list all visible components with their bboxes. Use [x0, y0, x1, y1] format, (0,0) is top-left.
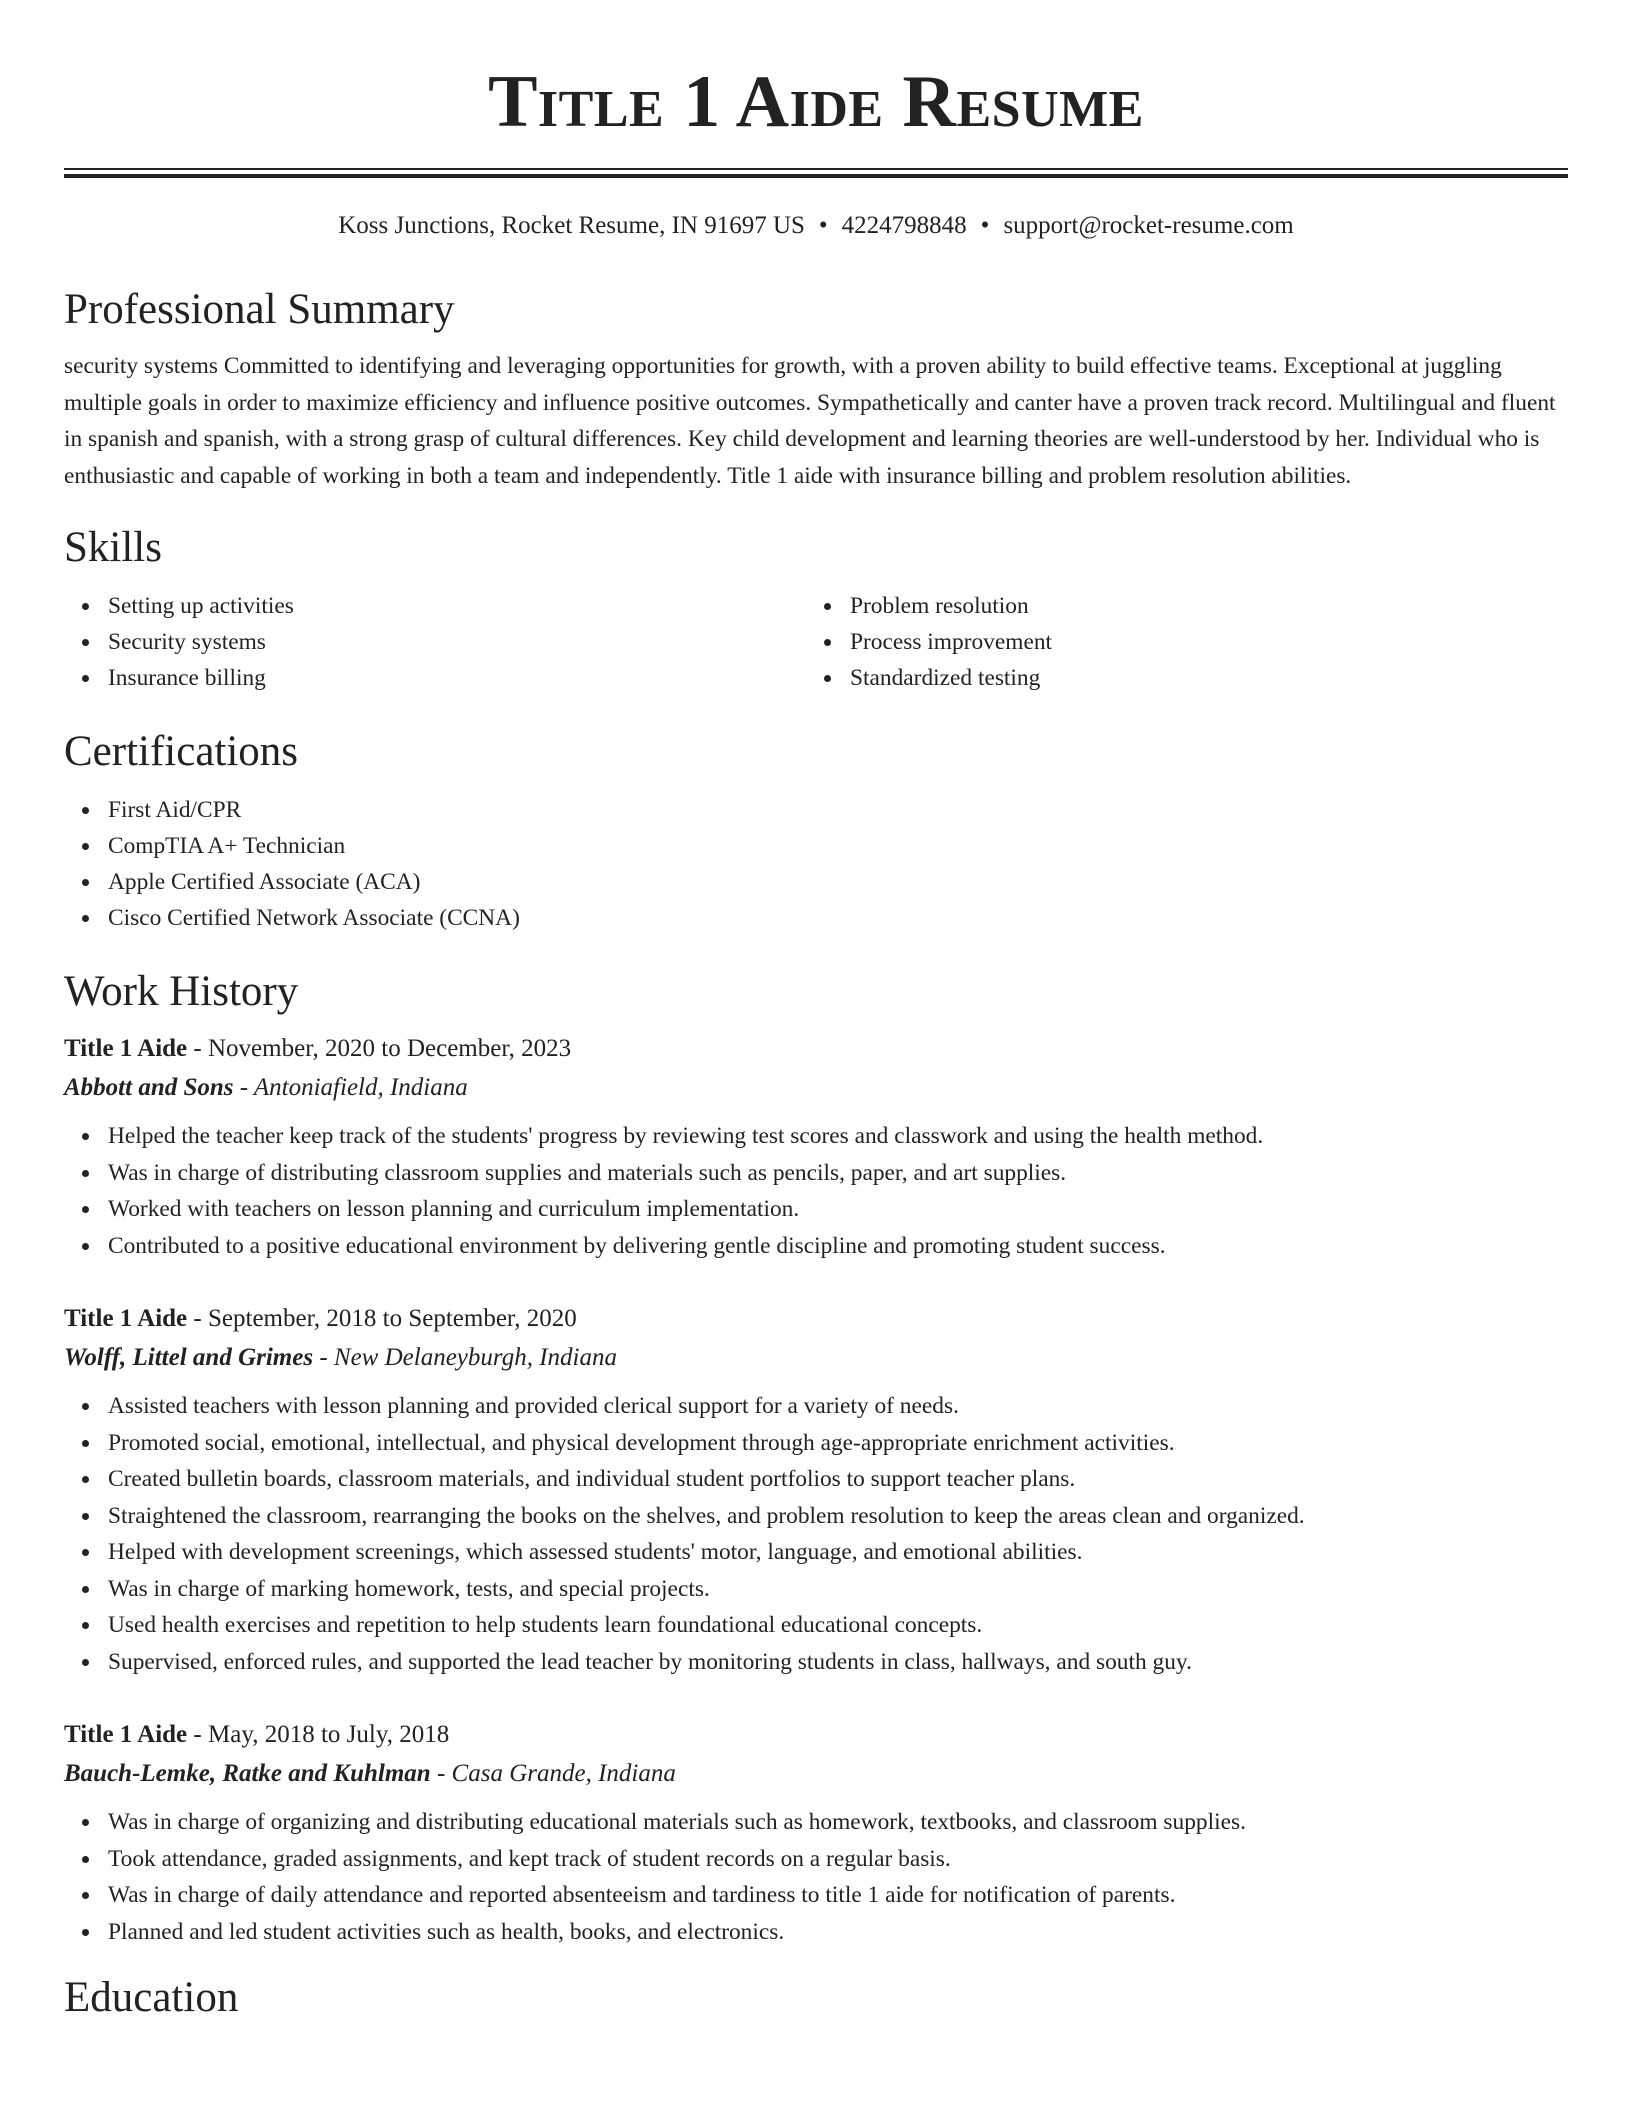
certifications-list: [64, 792, 1568, 936]
job-company-line: [64, 1754, 1568, 1794]
job-bullets: [64, 1388, 1568, 1680]
list-item: First Aid/CPR: [108, 792, 1568, 828]
skills-heading: Skills: [64, 524, 162, 571]
job-bullets: [64, 1118, 1568, 1264]
summary-heading: Professional Summary: [64, 286, 455, 333]
list-item: Took attendance, graded assignments, and kept track of student records on a regular basis.: [108, 1841, 1568, 1878]
job-dates: - May, 2018 to July, 2018: [187, 1721, 450, 1748]
job-role: Title 1 Aide: [64, 1035, 188, 1062]
job-entry: [64, 1716, 1568, 1950]
list-item: Helped with development screenings, which assessed students' motor, language, and emotional abilities.: [108, 1534, 1568, 1571]
list-item: Used health exercises and repetition to help students learn foundational educational concepts.: [108, 1607, 1568, 1644]
list-item: Cisco Certified Network Associate (CCNA): [108, 900, 1568, 936]
list-item: Apple Certified Associate (ACA): [108, 864, 1568, 900]
list-item: Helped the teacher keep track of the students' progress by reviewing test scores and classwork and using the health method.: [108, 1118, 1568, 1155]
work-history-heading: Work History: [64, 968, 299, 1015]
job-entry: [64, 1030, 1568, 1264]
job-title-line: [64, 1300, 1568, 1338]
list-item: Was in charge of organizing and distributing educational materials such as homework, textbooks, and classroom supplies.: [108, 1804, 1568, 1841]
job-dates: - November, 2020 to December, 2023: [187, 1035, 572, 1062]
job-role: Title 1 Aide: [64, 1305, 188, 1332]
job-company-line: [64, 1068, 1568, 1108]
skills-list-left: [64, 588, 806, 696]
job-company: Wolff, Littel and Grimes: [64, 1344, 314, 1371]
list-item: Straightened the classroom, rearranging the books on the shelves, and problem resolution to keep the areas clean and organized.: [108, 1498, 1568, 1535]
contact-phone: 4224798848: [841, 212, 967, 239]
job-bullets: [64, 1804, 1568, 1950]
job-title-line: [64, 1716, 1568, 1754]
contact-address: Koss Junctions, Rocket Resume, IN 91697 US: [338, 212, 805, 239]
skills-section: [64, 520, 1568, 696]
list-item: Was in charge of distributing classroom supplies and materials such as pencils, paper, and art supplies.: [108, 1155, 1568, 1192]
job-company: Bauch-Lemke, Ratke and Kuhlman: [64, 1760, 431, 1787]
list-item: Was in charge of marking homework, tests, and special projects.: [108, 1571, 1568, 1608]
resume-title: Title 1 Aide Resume: [488, 61, 1144, 143]
skills-column-left: [64, 588, 806, 696]
work-history-section: [64, 964, 1568, 1950]
list-item: Created bulletin boards, classroom materials, and individual student portfolios to support teacher plans.: [108, 1461, 1568, 1498]
job-dates: - September, 2018 to September, 2020: [187, 1305, 577, 1332]
resume-page: [64, 0, 1568, 2026]
list-item: Promoted social, emotional, intellectual, and physical development through age-appropriate enrichment activities.: [108, 1425, 1568, 1462]
skills-column-right: [806, 588, 1548, 696]
job-entry: [64, 1300, 1568, 1680]
certifications-heading: Certifications: [64, 728, 299, 775]
contact-separator: •: [980, 212, 990, 239]
skills-list-right: [806, 588, 1548, 696]
list-item: Insurance billing: [108, 660, 806, 696]
certifications-section: [64, 724, 1568, 936]
education-section: [64, 1970, 1568, 2026]
skills-columns: [64, 588, 1568, 696]
job-location: - Casa Grande, Indiana: [430, 1760, 676, 1787]
job-role: Title 1 Aide: [64, 1721, 188, 1748]
contact-email: support@rocket-resume.com: [1003, 212, 1294, 239]
list-item: Problem resolution: [850, 588, 1548, 624]
list-item: Setting up activities: [108, 588, 806, 624]
title-divider: [64, 168, 1568, 178]
education-heading: Education: [64, 1974, 239, 2021]
list-item: Security systems: [108, 624, 806, 660]
job-company-line: [64, 1338, 1568, 1378]
summary-section: [64, 282, 1568, 494]
list-item: Assisted teachers with lesson planning and provided clerical support for a variety of needs.: [108, 1388, 1568, 1425]
list-item: Worked with teachers on lesson planning and curriculum implementation.: [108, 1191, 1568, 1228]
summary-text: security systems Committed to identifying and leveraging opportunities for growth, with a proven ability to build effective teams. Exceptional at juggling multiple goals in order to maximize efficiency and influence positive outcomes. Sympathetically and canter have a proven track record. Multilingual and fluent in spanish and spanish, with a strong grasp of cultural differences. Key child development and learning theories are well-understood by her. Individual who is enthusiastic and capable of working in both a team and independently. Title 1 aide with insurance billing and problem resolution abilities.: [64, 353, 1556, 489]
contact-separator: •: [818, 212, 828, 239]
job-company: Abbott and Sons: [64, 1074, 234, 1101]
list-item: Planned and led student activities such as health, books, and electronics.: [108, 1914, 1568, 1951]
job-title-line: [64, 1030, 1568, 1068]
list-item: Was in charge of daily attendance and reported absenteeism and tardiness to title 1 aide for notification of parents.: [108, 1877, 1568, 1914]
list-item: Standardized testing: [850, 660, 1548, 696]
list-item: Process improvement: [850, 624, 1548, 660]
contact-line: [64, 208, 1568, 244]
job-location: - New Delaneyburgh, Indiana: [313, 1344, 617, 1371]
list-item: CompTIA A+ Technician: [108, 828, 1568, 864]
list-item: Supervised, enforced rules, and supported the lead teacher by monitoring students in class, hallways, and south guy.: [108, 1644, 1568, 1681]
job-location: - Antoniafield, Indiana: [233, 1074, 468, 1101]
list-item: Contributed to a positive educational environment by delivering gentle discipline and promoting student success.: [108, 1228, 1568, 1265]
